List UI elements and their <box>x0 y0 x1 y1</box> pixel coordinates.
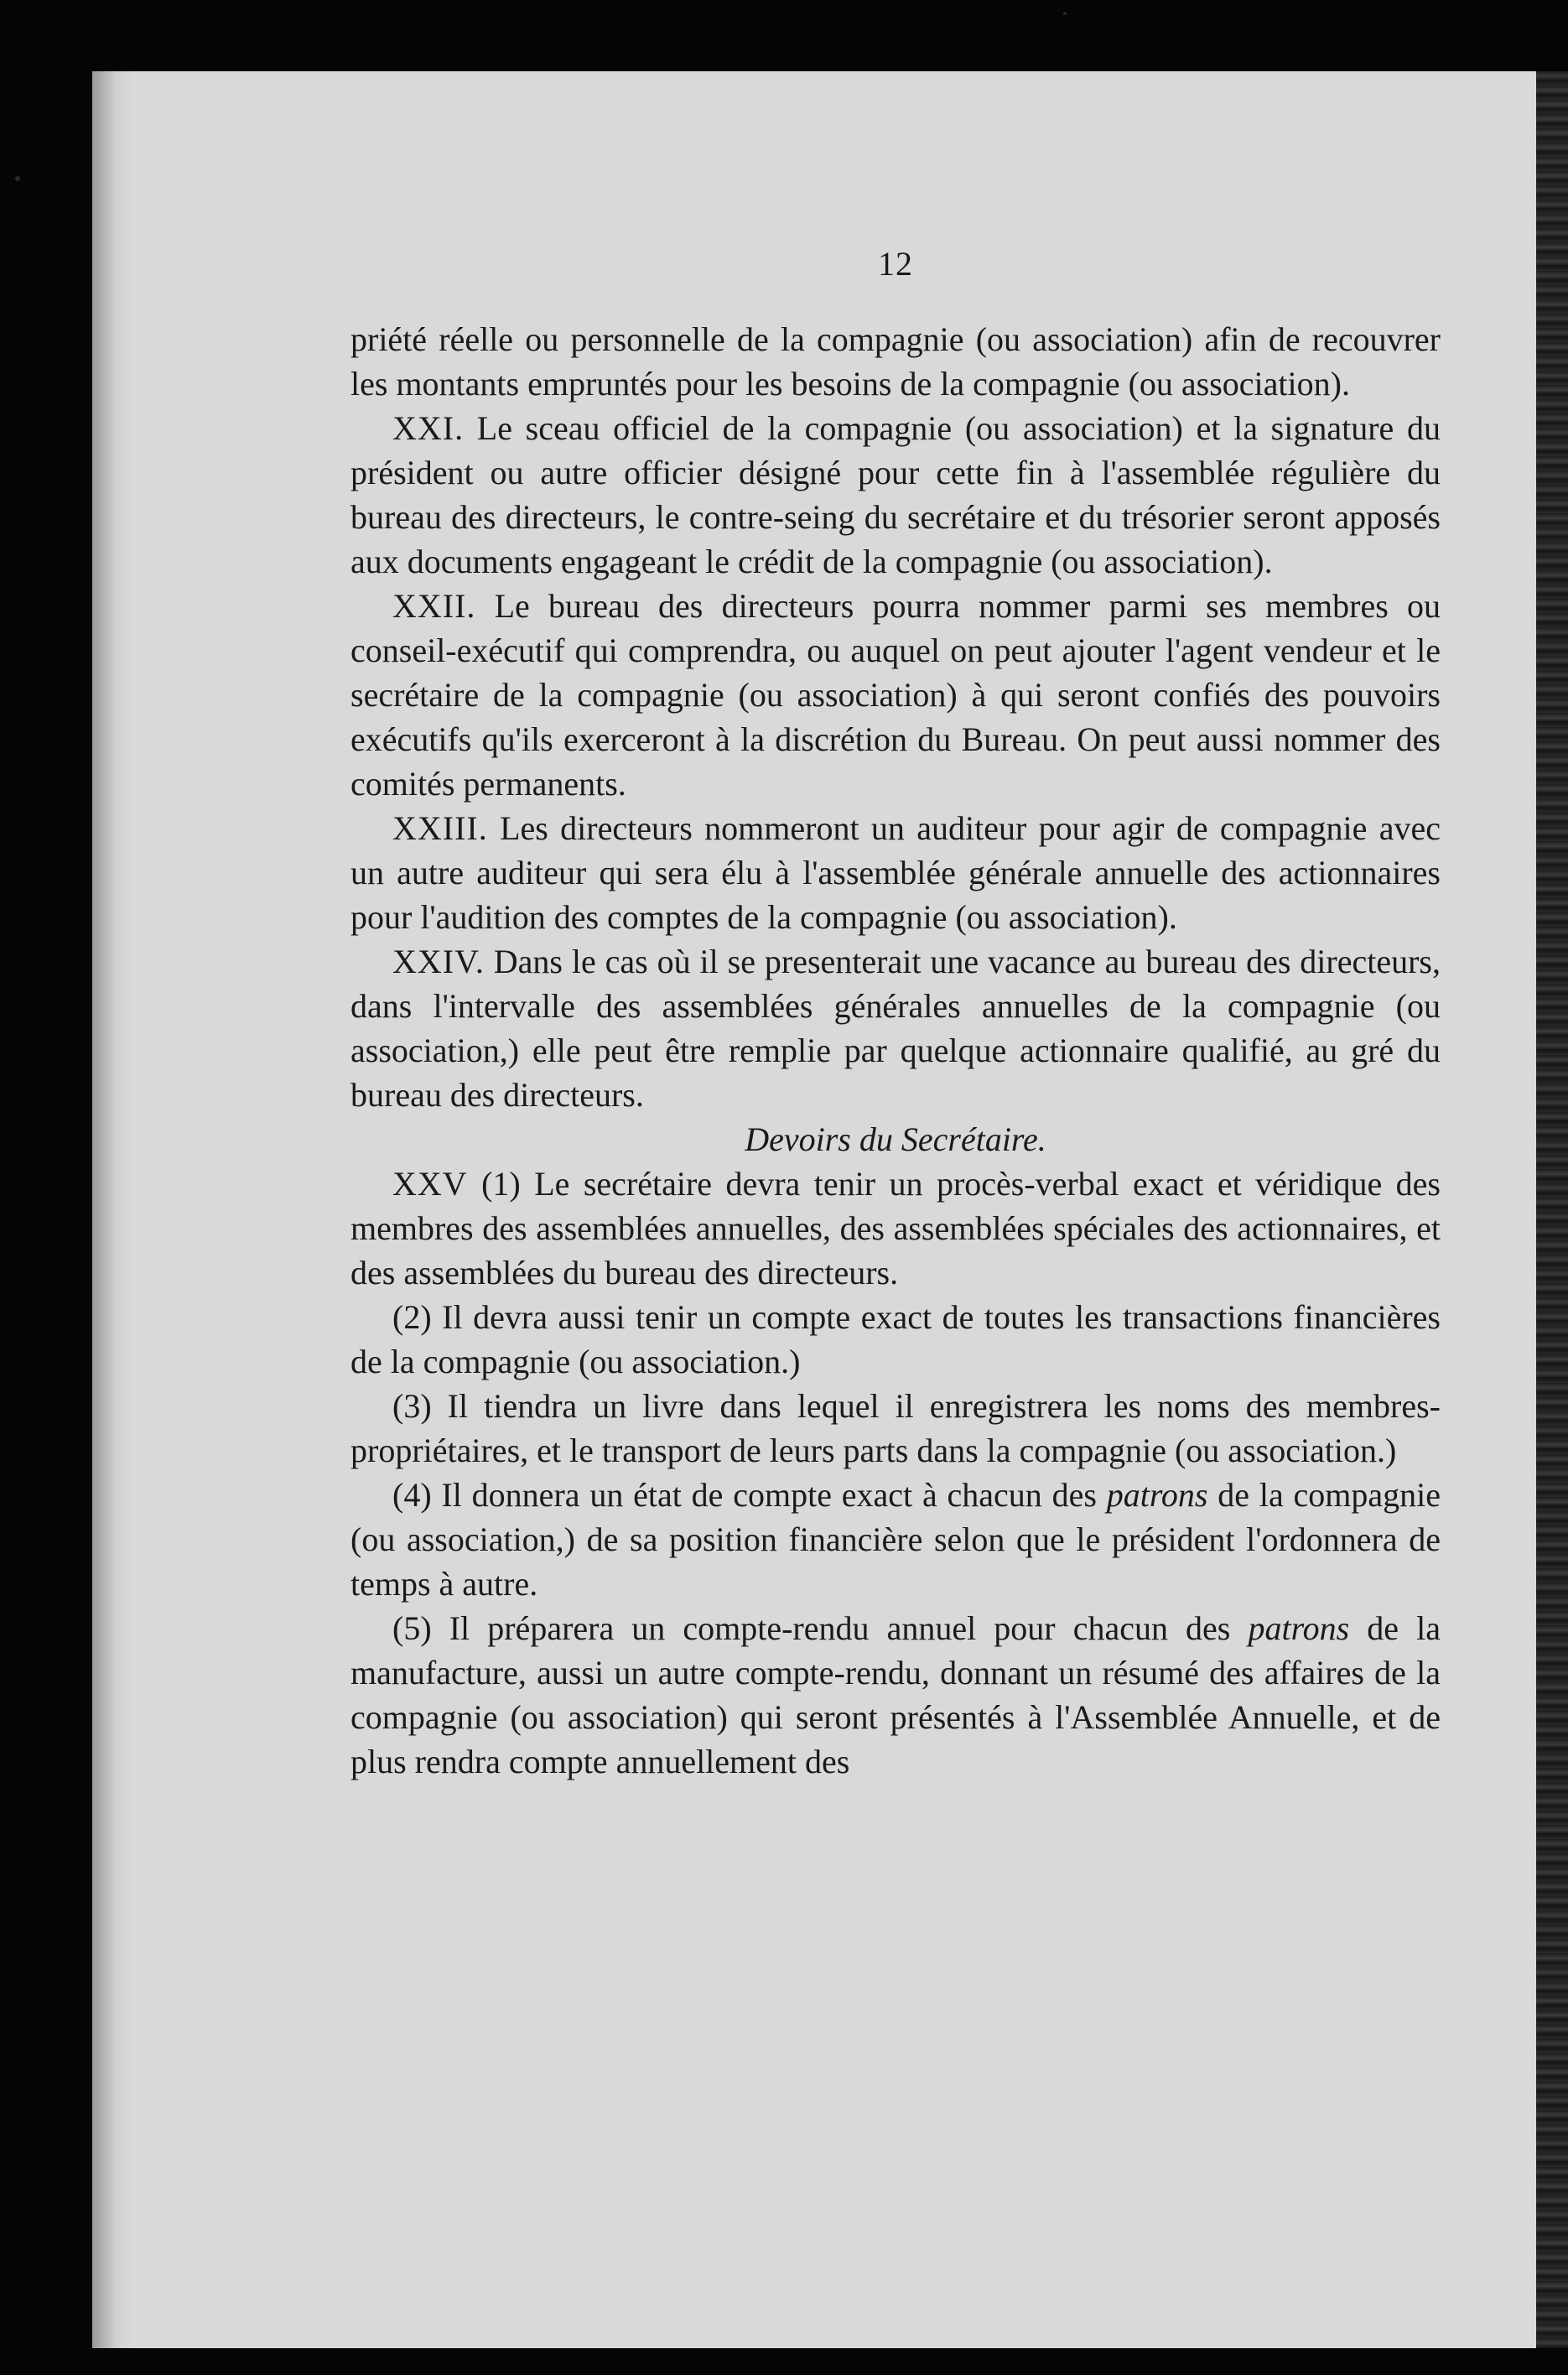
paragraph-text: Le bureau des directeurs pourra nommer parmi ses membres ou conseil-exécutif qui comprendra, ou auquel on peut ajouter l'agent vendeur et le secrétaire de la compagnie (ou association) à qui seront confiés des pouvoirs exécutifs qu'ils exerceront à la discrétion du Bureau. On peut aussi nommer des comités permanents. <box>350 587 1441 803</box>
paragraph-text: (5) Il préparera un compte-rendu annuel pour chacun des <box>392 1609 1249 1647</box>
page-text <box>350 243 1441 1784</box>
film-speck <box>15 176 20 181</box>
section-heading: Devoirs du Secrétaire. <box>745 1120 1046 1158</box>
article-number: XXIII. <box>392 809 488 847</box>
paragraph-text: Les directeurs nommeront un auditeur pour agir de compagnie avec un autre auditeur qui sera élu à l'assemblée générale annuelle des actionnaires pour l'audition des comptes de la compagnie (ou association). <box>350 809 1441 936</box>
clause-3 <box>350 1384 1441 1473</box>
film-speck <box>1063 12 1067 15</box>
clause-4 <box>350 1473 1441 1606</box>
paragraph-text: (2) Il devra aussi tenir un compte exact de toutes les transactions financières de la compagnie (ou association.) <box>350 1298 1441 1380</box>
paragraph-text: (1) Le secrétaire devra tenir un procès-verbal exact et véridique des membres des assemblées annuelles, des assemblées spéciales des actionnaires, et des assemblées du bureau des directeurs. <box>350 1165 1441 1291</box>
article-xxi <box>350 406 1441 584</box>
article-xxv <box>350 1162 1441 1295</box>
article-xxiv <box>350 939 1441 1117</box>
article-number: XXIV. <box>392 943 485 980</box>
article-number: XXI. <box>392 409 465 447</box>
paragraph-text: priété réelle ou personnelle de la compagnie (ou association) afin de recouvrer les montants empruntés pour les besoins de la compagnie (ou association). <box>350 320 1441 403</box>
paragraph-continuation <box>350 317 1441 406</box>
article-number: XXII. <box>392 587 476 625</box>
page-number: 12 <box>878 245 913 283</box>
article-number: XXV <box>392 1165 468 1203</box>
page-edge-stack <box>1536 71 1568 2348</box>
paragraph-text: Dans le cas où il se presenterait une vacance au bureau des directeurs, dans l'intervalle des assemblées générales annuelles de la compagnie (ou association,) elle peut être remplie par quelque actionnaire qualifié, au gré du bureau des directeurs. <box>350 943 1441 1114</box>
clause-2 <box>350 1295 1441 1384</box>
paragraph-text: de la manufacture, aussi un autre compte-rendu, donnant un résumé des affaires de la compagnie (ou association) qui seront présentés à l'Assemblée Annuelle, et de plus rendra compte annuellement des <box>350 1609 1441 1780</box>
italic-term: patrons <box>1248 1609 1350 1647</box>
paragraph-text: (4) Il donnera un état de compte exact à chacun des <box>392 1476 1107 1514</box>
binding-shadow <box>92 71 132 2348</box>
clause-5 <box>350 1606 1441 1784</box>
italic-term: patrons <box>1106 1476 1208 1514</box>
article-xxiii <box>350 806 1441 939</box>
paragraph-text: de la compagnie (ou association,) de sa position financière selon que le président l'ordonnera de temps à autre. <box>350 1476 1441 1603</box>
paragraph-text: Le sceau officiel de la compagnie (ou association) et la signature du président ou autre officier désigné pour cette fin à l'assemblée régulière du bureau des directeurs, le contre-seing du secrétaire et du trésorier seront apposés aux documents engageant le crédit de la compagnie (ou association). <box>350 409 1441 580</box>
article-xxii <box>350 584 1441 806</box>
paragraph-text: (3) Il tiendra un livre dans lequel il enregistrera les noms des membres-propriétaires, et le transport de leurs parts dans la compagnie (ou association.) <box>350 1387 1441 1469</box>
